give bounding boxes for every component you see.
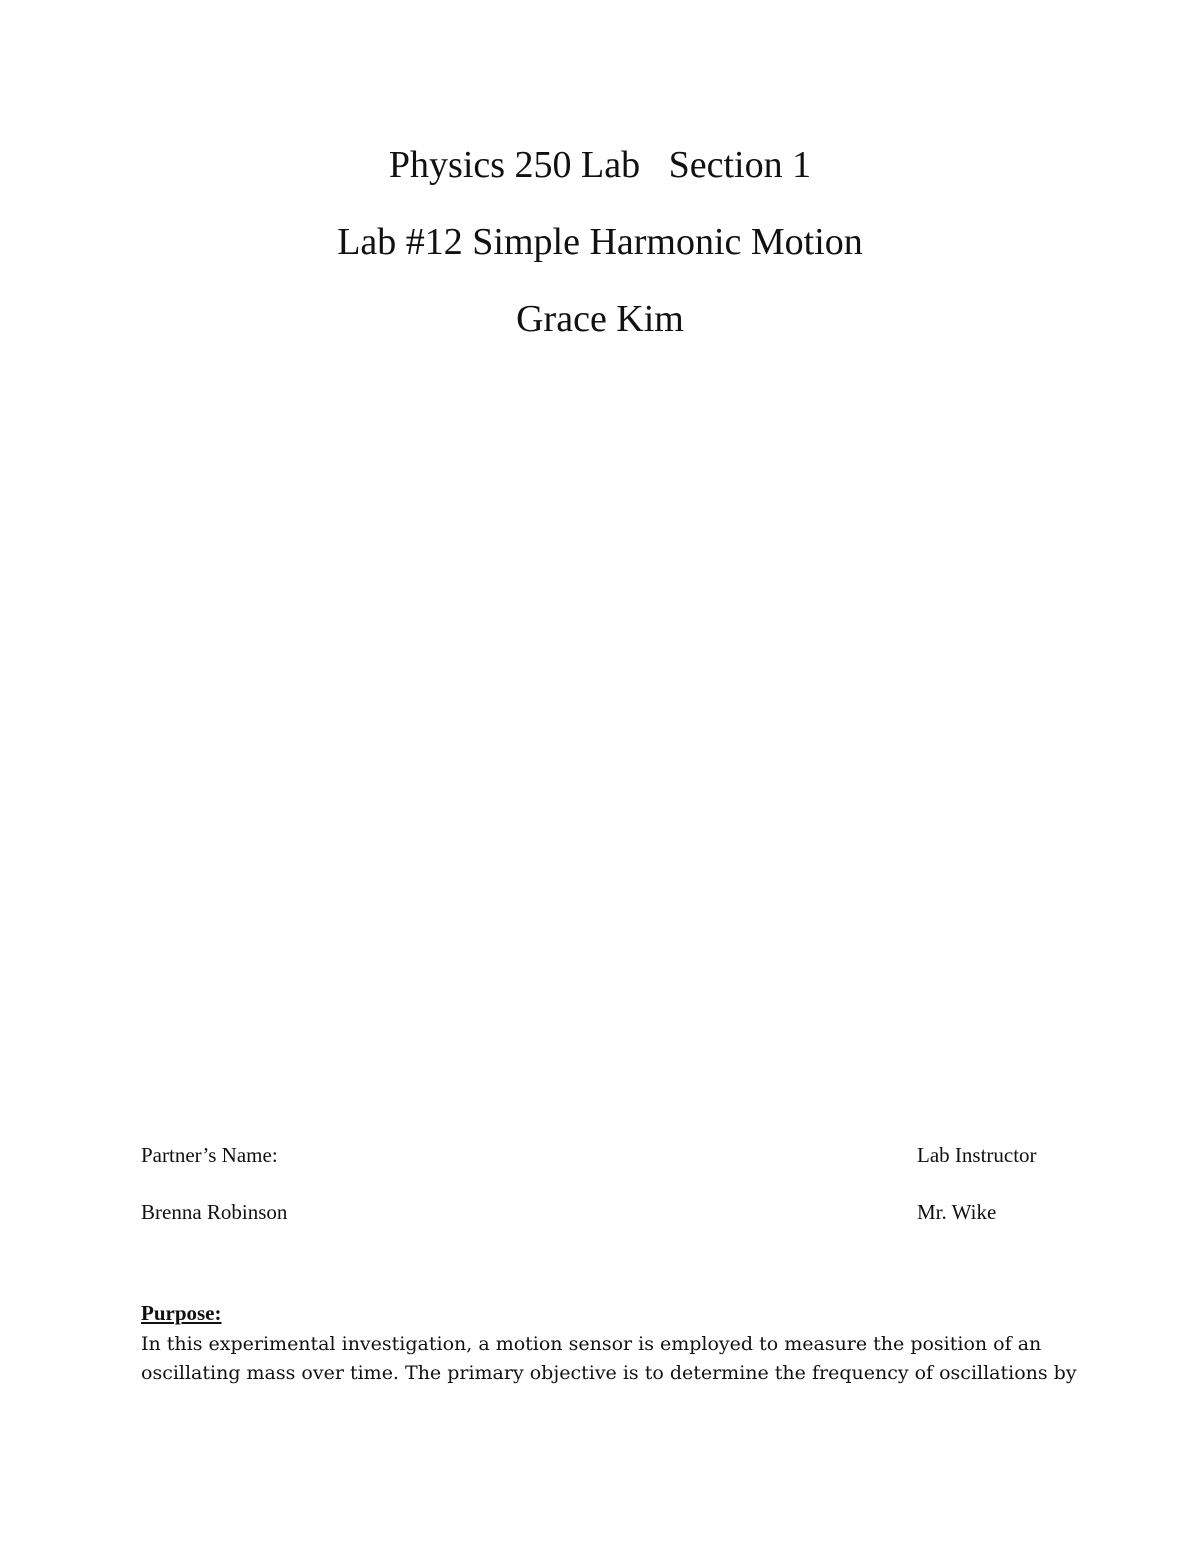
instructor-label: Lab Instructor (917, 1143, 1037, 1167)
instructor-name: Mr. Wike (917, 1200, 997, 1224)
partner-name: Brenna Robinson (141, 1200, 288, 1224)
purpose-line: In this experimental investigation, a motion sensor is employed to measure the position of an (141, 1333, 1042, 1355)
partner-label: Partner’s Name: (141, 1143, 278, 1167)
purpose-paragraph (141, 1330, 1077, 1388)
course-title: Physics 250 Lab Section 1 (388, 144, 812, 186)
author-name: Grace Kim (516, 298, 684, 340)
purpose-heading: Purpose: (141, 1301, 222, 1325)
purpose-line: oscillating mass over time. The primary objective is to determine the frequency of oscillations by (141, 1362, 1077, 1384)
lab-title: Lab #12 Simple Harmonic Motion (337, 221, 863, 263)
